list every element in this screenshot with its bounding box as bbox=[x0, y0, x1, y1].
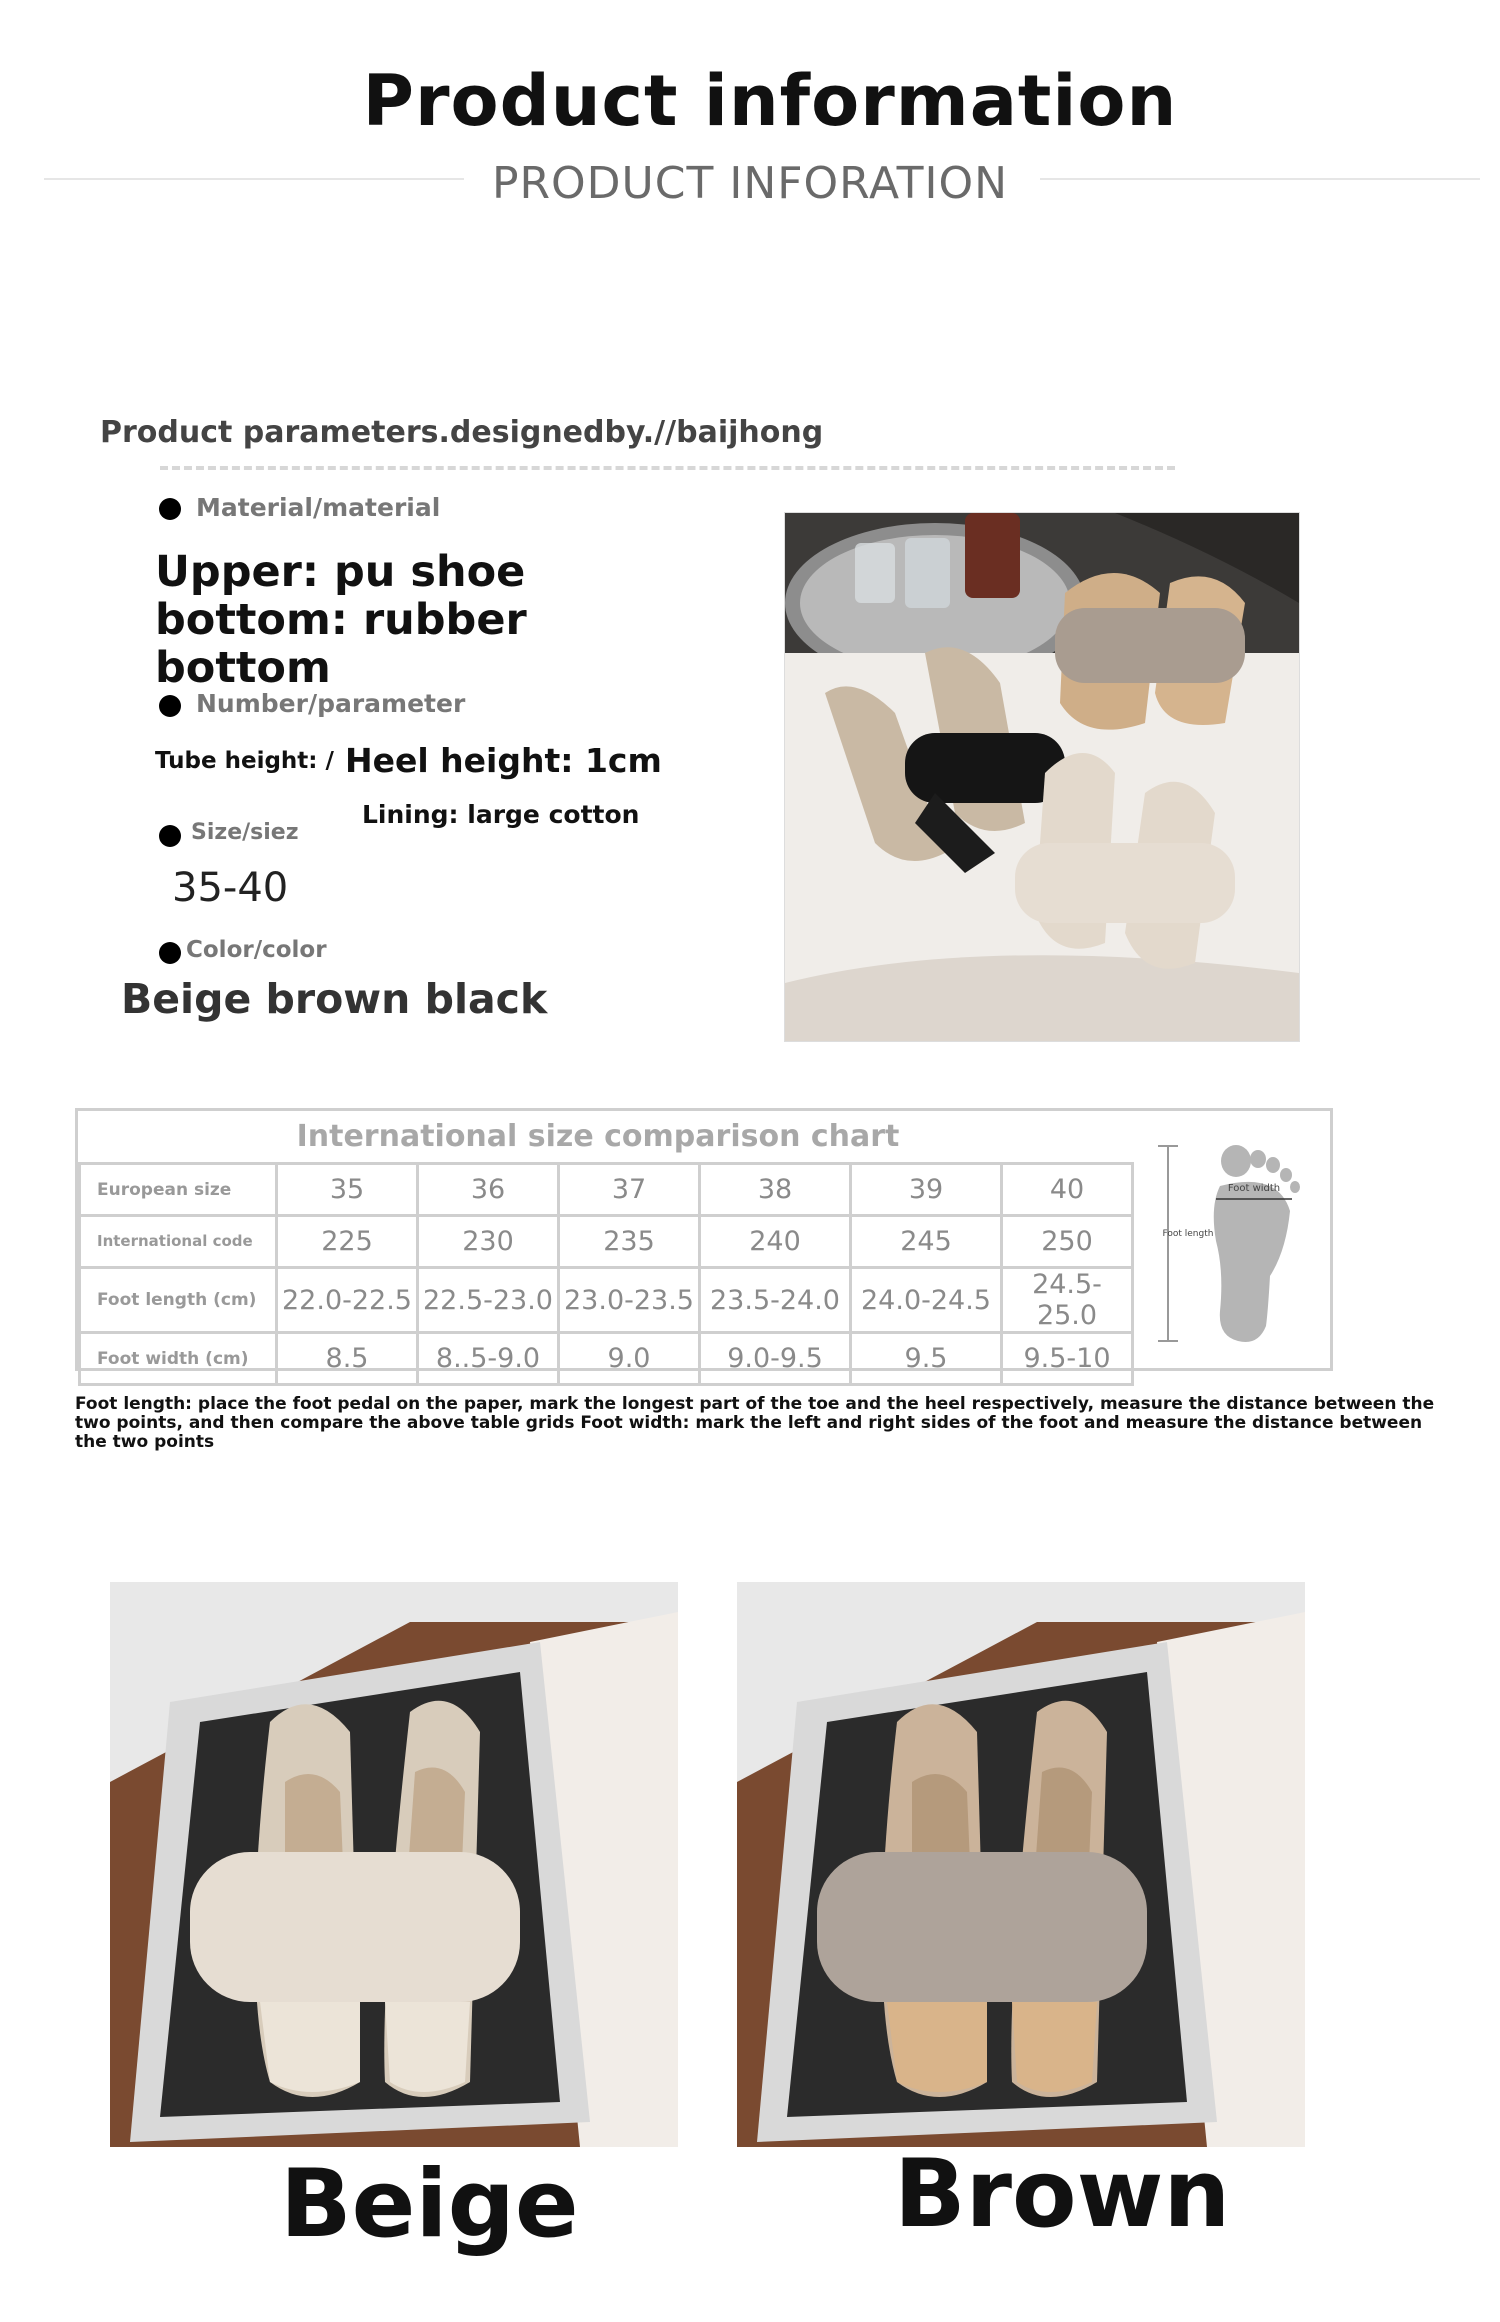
foot-icon bbox=[1214, 1145, 1300, 1342]
bullet-dot-icon bbox=[159, 498, 181, 520]
table-cell: 22.5-23.0 bbox=[418, 1268, 559, 1333]
table-cell: 245 bbox=[851, 1216, 1002, 1268]
heel-height: Heel height: 1cm bbox=[345, 741, 662, 780]
size-value: 35-40 bbox=[172, 865, 289, 911]
lining: Lining: large cotton bbox=[362, 800, 640, 829]
table-cell: 230 bbox=[418, 1216, 559, 1268]
table-cell: 23.5-24.0 bbox=[700, 1268, 851, 1333]
number-label: Number/parameter bbox=[196, 689, 466, 718]
product-photo-brown bbox=[737, 1582, 1305, 2147]
page-title: Product information bbox=[362, 60, 1178, 142]
table-cell: 250 bbox=[1002, 1216, 1133, 1268]
color-value: Beige brown black bbox=[121, 975, 548, 1023]
material-value: Upper: pu shoe bottom: rubber bottom bbox=[155, 547, 527, 693]
table-row bbox=[80, 1268, 1133, 1333]
table-cell: 24.0-24.5 bbox=[851, 1268, 1002, 1333]
page-subtitle: PRODUCT INFORATION bbox=[491, 158, 1009, 209]
variant-caption-beige: Beige bbox=[280, 2150, 579, 2259]
table-row bbox=[80, 1164, 1133, 1216]
size-comparison-chart bbox=[75, 1108, 1333, 1374]
tube-height: Tube height: / bbox=[155, 748, 334, 774]
table-row bbox=[80, 1333, 1133, 1385]
table-cell: 38 bbox=[700, 1164, 851, 1216]
table-cell: 8..5-9.0 bbox=[418, 1333, 559, 1385]
table-cell: 36 bbox=[418, 1164, 559, 1216]
table-cell: 8.5 bbox=[277, 1333, 418, 1385]
foot-measure-diagram bbox=[1158, 1141, 1318, 1351]
bullet-dot-icon bbox=[159, 825, 181, 847]
table-cell: 240 bbox=[700, 1216, 851, 1268]
bullet-dot-icon bbox=[159, 695, 181, 717]
product-photo-all-colors bbox=[784, 512, 1300, 1042]
subtitle-divider-left bbox=[44, 178, 464, 180]
table-cell: 37 bbox=[559, 1164, 700, 1216]
parameters-heading: Product parameters.designedby.//baijhong bbox=[100, 415, 824, 450]
table-cell: 235 bbox=[559, 1216, 700, 1268]
table-cell: 35 bbox=[277, 1164, 418, 1216]
color-label: Color/color bbox=[186, 937, 327, 963]
size-label: Size/siez bbox=[191, 820, 299, 845]
table-cell: 24.5-25.0 bbox=[1002, 1268, 1133, 1333]
table-cell: 225 bbox=[277, 1216, 418, 1268]
row-header: Foot width (cm) bbox=[80, 1333, 277, 1385]
measurement-note: Foot length: place the foot pedal on the paper, mark the longest part of the toe and the heel respectively, measure the distance between the two points, and then compare the above table grids Foot width: mark the left and right sides of the foot and measure the distance between the two points bbox=[75, 1394, 1435, 1452]
size-table bbox=[78, 1162, 1134, 1386]
bullet-dot-icon bbox=[159, 942, 181, 964]
foot-length-label: Foot length bbox=[1162, 1229, 1214, 1239]
size-chart-title: International size comparison chart bbox=[296, 1119, 900, 1154]
table-row bbox=[80, 1216, 1133, 1268]
table-cell: 23.0-23.5 bbox=[559, 1268, 700, 1333]
parameters-divider bbox=[160, 466, 1175, 470]
product-photo-beige bbox=[110, 1582, 678, 2147]
table-cell: 9.5-10 bbox=[1002, 1333, 1133, 1385]
variant-caption-brown: Brown bbox=[894, 2140, 1231, 2249]
table-cell: 39 bbox=[851, 1164, 1002, 1216]
table-cell: 9.5 bbox=[851, 1333, 1002, 1385]
foot-width-label: Foot width bbox=[1227, 1183, 1281, 1194]
row-header: European size bbox=[80, 1164, 277, 1216]
table-cell: 22.0-22.5 bbox=[277, 1268, 418, 1333]
material-label: Material/material bbox=[196, 493, 441, 522]
table-cell: 40 bbox=[1002, 1164, 1133, 1216]
row-header: Foot length (cm) bbox=[80, 1268, 277, 1333]
table-cell: 9.0-9.5 bbox=[700, 1333, 851, 1385]
row-header: International code bbox=[80, 1216, 277, 1268]
table-cell: 9.0 bbox=[559, 1333, 700, 1385]
subtitle-divider-right bbox=[1040, 178, 1480, 180]
